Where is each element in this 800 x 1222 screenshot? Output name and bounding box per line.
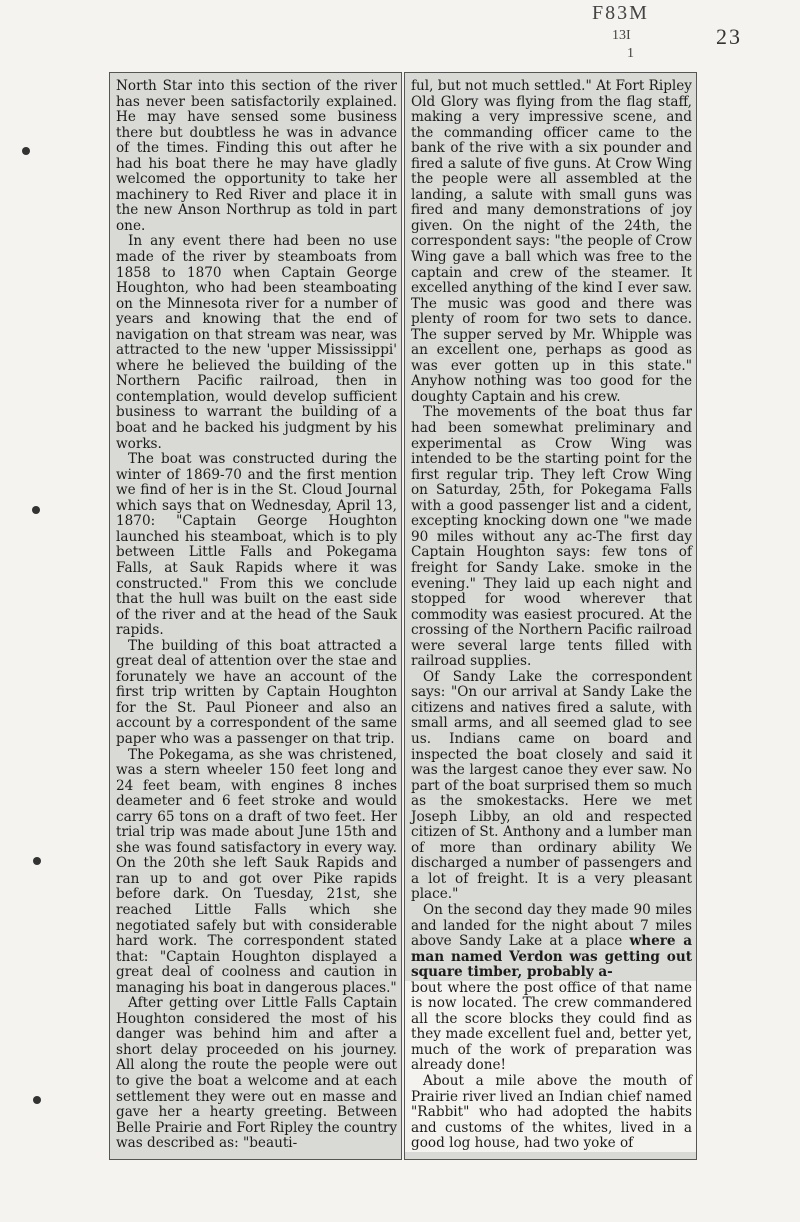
paragraph-part: On the second day they made 90 miles and landed for the night about 7 miles above Sandy Lake at a place (411, 901, 692, 950)
punch-hole (22, 147, 30, 155)
paragraph (411, 903, 692, 981)
punch-hole (32, 506, 40, 514)
clipping-left-column (109, 72, 402, 1160)
bold-text: where a man named Verdon was getting out square timber, probably a- (411, 933, 693, 981)
paragraph: The movements of the boat thus far had been somewhat preliminary and experimental as Crow Wing was intended to be the starting point for the first regular trip. They left Crow Wing on Saturday, 25th, for Pokegama Falls with a good passenger list and a cident, excepting knocking down one "we made 90 miles without any ac-The first day Captain Houghton says: few tons of freight for Sandy Lake. smoke in the evening." They laid up each night and stopped for wood wherever that commodity was easiest procured. At the crossing of the Northern Pacific railroad were several large tents filled with railroad supplies. (411, 404, 692, 670)
clipping-right-column (404, 72, 697, 1160)
paragraph: The building of this boat attracted a great deal of attention over the stae and forunately we have an account of the first trip written by Captain Houghton for the St. Paul Pioneer and also an account by a correspondent of the same paper who was a passenger on that trip. (116, 637, 397, 747)
clipping-continuation (405, 981, 696, 1152)
punch-hole (33, 1096, 41, 1104)
paragraph: Of Sandy Lake the correspondent says: "On our arrival at Sandy Lake the citizens and natives fired a salute, with small arms, and all seemed glad to see us. Indians came on board and inspected the boat closely and said it was the largest canoe they ever saw. No part of the boat surprised them so much as the smokestacks. Here we met Joseph Libby, an old and respected citizen of St. Anthony and a lumber man of more than ordinary ability We discharged a number of passengers and a lot of freight. It is a very pleasant place." (411, 668, 692, 903)
paragraph: bout where the post office of that name is now located. The crew commandered all the score blocks they could find as they made excellent fuel and, better yet, much of the work of preparation was already done! (411, 979, 692, 1074)
paragraph: The boat was constructed during the winter of 1869-70 and the first mention we find of her is in the St. Cloud Journal which says that on Wednesday, April 13, 1870: "Captain George Houghton launched his steamboat, which is to ply between Little Falls and Pokegama Falls, at Sauk Rapids where it was constructed." From this we conclude that the hull was built on the east side of the river and at the head of the Sauk rapids. (116, 451, 397, 639)
punch-hole (33, 857, 41, 865)
paragraph: ful, but not much settled." At Fort Ripley Old Glory was flying from the flag staff, making a very impressive scene, and the commanding officer came to the bank of the rive with a six pounder and fired a salute of five guns. At Crow Wing the people were all assembled at the landing, a salute with small guns was fired and many demonstrations of joy given. On the night of the 24th, the correspondent says: "the people of Crow Wing gave a ball which was free to the captain and crew of the steamer. It excelled anything of the kind I ever saw. The music was good and there was plenty of room for two sets to dance. The supper served by Mr. Whipple was an excellent one, perhaps as good as was ever gotten up in this state." Anyhow nothing was too good for the doughty Captain and his crew. (411, 78, 692, 405)
archive-code: F83M (592, 2, 649, 24)
paragraph: In any event there had been no use made of the river by steamboats from 1858 to 1870 when Captain George Houghton, who had been steamboating on the Minnesota river for a number of years and knowing that the end of navigation on that stream was near, was attracted to the new 'upper Mississippi' where he believed the building of the Northern Pacific railroad, then in contemplation, would develop sufficient business to warrant the building of a boat and he backed his judgment by his works. (116, 233, 397, 452)
paragraph: The Pokegama, as she was christened, was a stern wheeler 150 feet long and 24 feet beam, with engines 8 inches deameter and 6 feet stroke and would carry 65 tons on a draft of two feet. Her trial trip was made about June 15th and she was found satisfactory in every way. On the 20th she left Sauk Rapids and ran up to and got over Pike rapids before dark. On Tuesday, 21st, she reached Little Falls which she negotiated safely but with considerable hard work. The correspondent stated that: "Captain Houghton displayed a great deal of coolness and caution in managing his boat in dangerous places." (116, 746, 397, 996)
page-number: 23 (716, 24, 742, 49)
paragraph: After getting over Little Falls Captain Houghton considered the most of his danger was behind him and after a short delay proceeded on his journey. All along the route the people were out to give the boat a welcome and at each settlement they were out en masse and gave her a hearty greeting. Between Belle Prairie and Fort Ripley the country was described as: "beauti- (116, 995, 397, 1152)
archive-subcode: 13I (612, 28, 631, 43)
archive-subcode-2: 1 (627, 46, 634, 61)
paragraph: North Star into this section of the river has never been satisfactorily explained. He may have sensed some business there but doubtless he was in advance of the times. Finding this out after he had his boat there he may have gladly welcomed the opportunity to take her machinery to Red River and place it in the new Anson Northrup as told in part one. (116, 78, 397, 234)
paragraph: About a mile above the mouth of Prairie river lived an Indian chief named "Rabbit" who had adopted the habits and customs of the whites, lived in a good log house, had two yoke of (411, 1073, 692, 1152)
